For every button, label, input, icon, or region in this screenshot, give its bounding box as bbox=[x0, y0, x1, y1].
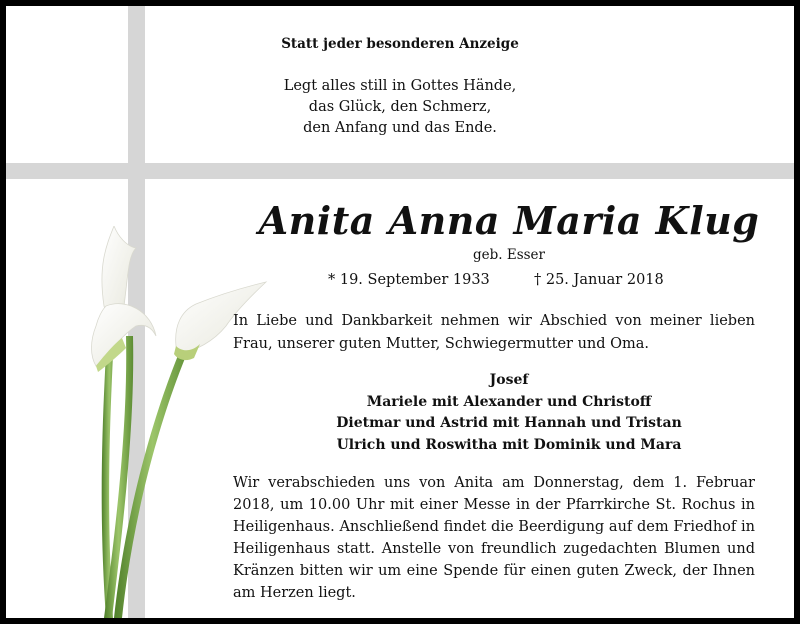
mourners-list bbox=[234, 370, 784, 456]
verse-line: das Glück, den Schmerz, bbox=[308, 99, 492, 115]
verse-line: Legt alles still in Gottes Hände, bbox=[283, 78, 517, 94]
farewell-text: In Liebe und Dankbarkeit nehmen wir Abschied von meiner lieben Frau, unserer guten Mutter, Schwiegermutter und Oma. bbox=[233, 313, 755, 352]
funeral-notice: Wir verabschieden uns von Anita am Donnerstag, dem 1. Februar 2018, um 10.00 Uhr mit einer Messe in der Pfarrkirche St. Rochus in Heiligenhaus. Anschließend findet die Beerdigung auf dem Friedhof in Heiligenhaus statt. Anstelle von freundlich zugedachten Blumen und Kränzen bitten wir um eine Spende für einen guten Zweck, der Ihnen am Herzen liegt. bbox=[233, 475, 755, 601]
obituary-card bbox=[6, 6, 794, 618]
verse-line: den Anfang und das Ende. bbox=[303, 120, 497, 136]
birth-date: * 19. September 1933 bbox=[328, 272, 490, 288]
deceased-name: Anita Anna Maria Klug bbox=[258, 198, 760, 243]
cross-horizontal-bar bbox=[6, 163, 794, 179]
death-date: † 25. Januar 2018 bbox=[534, 272, 664, 288]
mourner-line: Ulrich und Roswitha mit Dominik und Mara bbox=[336, 436, 682, 453]
maiden-name: geb. Esser bbox=[472, 247, 545, 263]
lily-flower bbox=[92, 304, 157, 366]
mourner-line: Dietmar und Astrid mit Hannah und Tristan bbox=[336, 415, 682, 431]
notice-header: Statt jeder besonderen Anzeige bbox=[281, 36, 519, 52]
mourner-line: Mariele mit Alexander und Christoff bbox=[366, 393, 652, 410]
mourner-line: Josef bbox=[489, 372, 529, 388]
memorial-verse bbox=[6, 76, 794, 139]
